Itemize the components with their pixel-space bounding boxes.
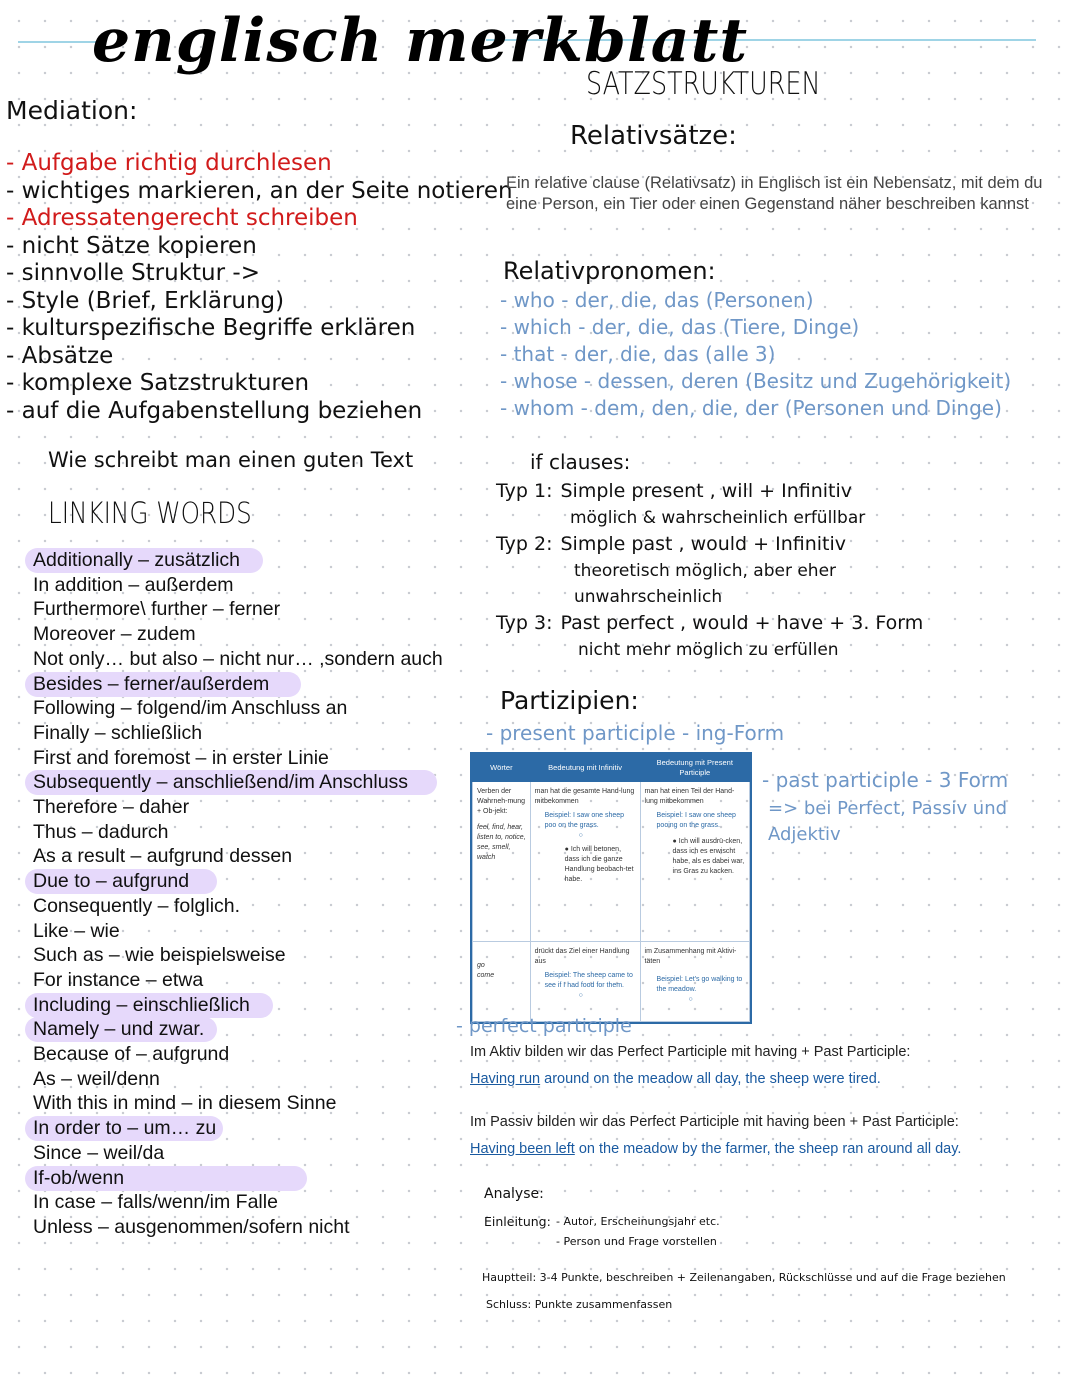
linking-word-text: Therefore – daher (33, 796, 190, 819)
if-clauses-list (496, 478, 923, 663)
einleitung-point-2: - Person und Frage vorstellen (556, 1235, 717, 1248)
linking-word-text: Following – folgend/im Anschluss an (33, 697, 348, 720)
table-cell-text: Ich will betonen, dass ich die ganze Handlung beobach-tet habe. (564, 846, 634, 883)
table-header-infinitive: Bedeutung mit Infinitiv (530, 755, 640, 782)
table-cell (473, 782, 531, 942)
linking-word-item (33, 1091, 443, 1116)
aktiv-example-rest: around on the meadow all day, the sheep were tired. (540, 1071, 881, 1087)
mediation-item: - kulturspezifische Begriffe erklären (6, 315, 416, 341)
mediation-list (6, 150, 513, 425)
linking-word-text: In case – falls/wenn/im Falle (33, 1191, 278, 1214)
table-cell-text: man hat einen Teil der Hand-lung mitbekommen (644, 788, 735, 805)
linking-word-item (33, 622, 443, 647)
mediation-item: - Aufgabe richtig durchlesen (6, 150, 332, 176)
linking-word-item (33, 1166, 443, 1191)
if-type-note: theoretisch möglich, aber eher unwahrscheinlich (574, 561, 837, 607)
linking-word-text: As a result – aufgrund dessen (33, 845, 293, 868)
analyse-heading: Analyse: (484, 1186, 544, 1202)
relative-intro: Ein relative clause (Relativsatz) in Englisch ist ein Nebensatz, mit dem du eine Person, ein Tier oder einen Gegenstand näher beschreiben kannst (506, 174, 1043, 213)
relative-heading: Relativsätze: (570, 121, 737, 151)
if-type-form: Simple past , would + Infinitiv (560, 533, 847, 555)
linking-word-text: Including – einschließlich (33, 993, 250, 1016)
linking-word-item (33, 746, 443, 771)
linking-word-item (33, 1116, 443, 1141)
mediation-item: - wichtiges markieren, an der Seite notieren (6, 177, 513, 204)
table-cell (473, 942, 531, 1022)
linking-word-text: Due to – aufgrund (33, 870, 190, 893)
if-type-form: Simple present , will + Infinitiv (560, 480, 853, 502)
past-participle-note: => bei Perfect, Passiv und Adjektiv (768, 798, 1008, 845)
linking-word-item (33, 770, 443, 795)
mediation-item: - auf die Aufgabenstellung beziehen (6, 397, 423, 424)
example-label: Beispiel: (656, 976, 683, 983)
table-cell-text: feel, find, hear, listen to, notice, see, smell, watch (477, 824, 526, 861)
linking-words-list (33, 548, 443, 1240)
if-type-label: Typ 2: (496, 533, 553, 555)
table-header-participle: Bedeutung mit Present Participle (640, 755, 749, 782)
linking-word-item (33, 696, 443, 721)
linking-word-text: Finally – schließlich (33, 721, 203, 744)
linking-word-item (33, 573, 443, 598)
linking-word-text: With this in mind – in diesem Sinne (33, 1092, 337, 1115)
linking-word-item (33, 795, 443, 820)
example-text: The sheep came to see if I had food for them. (544, 972, 633, 989)
section-heading: SATZSTRUKTUREN (586, 66, 821, 102)
example-text: I saw one sheep poo on the grass. (544, 812, 625, 829)
linking-word-text: First and foremost – in erster Linie (33, 746, 329, 769)
mediation-item: - sinnvolle Struktur -> (6, 260, 260, 286)
page-title: englisch merkblatt (92, 6, 749, 76)
linking-word-text: Thus – dadurch (33, 820, 169, 843)
passiv-text: Im Passiv bilden wir das Perfect Participle mit having been + Past Participle: (470, 1114, 959, 1130)
linking-word-text: Besides – ferner/außerdem (33, 672, 270, 695)
linking-word-item (33, 844, 443, 869)
linking-word-item (33, 919, 443, 944)
pronoun-item: - that - der, die, das (alle 3) (500, 342, 776, 366)
passiv-example-link[interactable]: Having been left (470, 1141, 575, 1157)
if-clause-type (496, 610, 923, 637)
pronouns-heading: Relativpronomen: (503, 257, 716, 285)
if-type-note: möglich & wahrscheinlich erfüllbar (570, 508, 866, 528)
linking-word-item (33, 721, 443, 746)
linking-word-text: Unless – ausgenommen/sofern nicht (33, 1215, 350, 1238)
mediation-item: - Absätze (6, 342, 114, 369)
if-type-note: nicht mehr möglich zu erfüllen (578, 640, 839, 660)
if-clauses-heading: if clauses: (530, 450, 631, 474)
linking-word-text: Because of – aufgrund (33, 1043, 230, 1066)
table-cell-text: man hat die gesamte Hand-lung mitbekommen (534, 788, 635, 805)
pronoun-item: - who - der, die, das (Personen) (500, 288, 814, 312)
speech-icon: ○ (578, 992, 583, 999)
table-cell (640, 942, 749, 1022)
mediation-heading: Mediation: (6, 96, 138, 125)
aktiv-text: Im Aktiv bilden wir das Perfect Participle mit having + Past Participle: (470, 1044, 911, 1060)
if-clause-type (496, 478, 923, 505)
table-cell-text: Verben der Wahrneh-mung + Ob-jekt: (477, 788, 525, 815)
linking-word-item (33, 820, 443, 845)
linking-word-item (33, 597, 443, 622)
linking-word-text: Since – weil/da (33, 1141, 165, 1164)
hauptteil: Hauptteil: 3-4 Punkte, beschreiben + Zeilenangaben, Rückschlüsse und auf die Frage beziehen (482, 1271, 1006, 1284)
linking-word-text: In addition – außerdem (33, 573, 234, 596)
linking-word-item (33, 1141, 443, 1166)
linking-word-text: Not only… but also – nicht nur… ,sondern auch (33, 647, 443, 670)
linking-word-text: Like – wie (33, 919, 120, 942)
if-type-form: Past perfect , would + have + 3. Form (560, 612, 924, 634)
linking-word-text: If-ob/wenn (33, 1166, 125, 1189)
present-participle: - present participle - ing-Form (486, 721, 785, 745)
if-type-label: Typ 1: (496, 480, 553, 502)
good-text-heading: Wie schreibt man einen guten Text (48, 448, 414, 472)
table-cell (640, 782, 749, 942)
linking-word-item (33, 869, 443, 894)
linking-word-item (33, 968, 443, 993)
linking-word-text: Namely – und zwar. (33, 1018, 205, 1041)
if-clause-type (496, 531, 923, 558)
if-type-label: Typ 3: (496, 612, 553, 634)
linking-word-item (33, 1067, 443, 1092)
table-cell-text: Ich will ausdrü-cken, dass ich es erwischt habe, als es dabei war, ins Gras zu kacken. (672, 838, 745, 875)
mediation-item: - Style (Brief, Erklärung) (6, 287, 285, 314)
linking-word-item (33, 1042, 443, 1067)
example-text: Let's go walking to the meadow. (656, 976, 743, 993)
passiv-example (470, 1141, 961, 1157)
linking-word-item (33, 993, 443, 1018)
linking-word-text: Furthermore\ further – ferner (33, 598, 281, 621)
linking-word-item (33, 943, 443, 968)
participles-heading: Partizipien: (500, 686, 639, 715)
linking-word-text: As – weil/denn (33, 1067, 160, 1090)
speech-icon: ○ (578, 832, 583, 839)
past-participle: - past participle - 3 Form (762, 768, 1009, 792)
linking-word-item (33, 672, 443, 697)
mediation-item: - nicht Sätze kopieren (6, 232, 257, 259)
example-label: Beispiel: (656, 812, 683, 819)
linking-word-item (33, 548, 443, 573)
example-text: I saw one sheep pooing on the grass. (656, 812, 736, 829)
passiv-example-rest: on the meadow by the farmer, the sheep ran around all day. (574, 1141, 962, 1157)
pronoun-item: - which - der, die, das (Tiere, Dinge) (500, 315, 860, 339)
table-cell-text: go come (477, 962, 495, 979)
pronouns-list (500, 287, 1011, 422)
info-icon: ● (564, 846, 569, 853)
linking-word-text: In order to – um… zu (33, 1117, 217, 1140)
example-label: Beispiel: (544, 972, 572, 979)
aktiv-example (470, 1071, 881, 1087)
mediation-item: - komplexe Satzstrukturen (6, 370, 310, 396)
table-cell-text: im Zusammenhang mit Aktivi-täten (644, 948, 737, 965)
table-cell (530, 782, 640, 942)
linking-word-text: Consequently – folglich. (33, 894, 241, 917)
aktiv-example-link[interactable]: Having run (470, 1071, 541, 1087)
linking-word-text: For instance – etwa (33, 968, 204, 991)
perfect-participle-heading: - perfect participle (456, 1015, 632, 1037)
speech-icon: ○ (688, 996, 693, 1003)
linking-word-text: Additionally – zusätzlich (33, 549, 241, 571)
linking-word-text: Moreover – zudem (33, 623, 196, 646)
table-cell (530, 942, 640, 1022)
pronoun-item: - whom - dem, den, die, der (Personen und Dinge) (500, 396, 1002, 420)
linking-word-text: Subsequently – anschließend/im Anschluss (33, 771, 409, 794)
linking-word-item (33, 1190, 443, 1215)
linking-word-item (33, 1215, 443, 1240)
table-header-words: Wörter (473, 755, 531, 782)
title-rule-left (18, 41, 98, 43)
participle-table (470, 752, 752, 1024)
linking-word-item (33, 1017, 443, 1042)
schluss: Schluss: Punkte zusammenfassen (486, 1298, 673, 1311)
linking-word-text: Such as – wie beispielsweise (33, 944, 286, 967)
linking-word-item (33, 647, 443, 672)
pronoun-item: - whose - dessen, deren (Besitz und Zugehörigkeit) (500, 369, 1012, 393)
info-icon: ● (672, 838, 677, 845)
example-label: Beispiel: (544, 812, 572, 819)
einleitung-label: Einleitung: (484, 1214, 551, 1229)
linking-word-item (33, 894, 443, 919)
linking-words-heading: LINKING WORDS (48, 496, 252, 530)
einleitung-point-1: - Autor, Erscheinungsjahr etc. (556, 1215, 720, 1228)
table-cell-text: drückt das Ziel einer Handlung aus (534, 948, 630, 965)
mediation-item: - Adressatengerecht schreiben (6, 205, 358, 231)
